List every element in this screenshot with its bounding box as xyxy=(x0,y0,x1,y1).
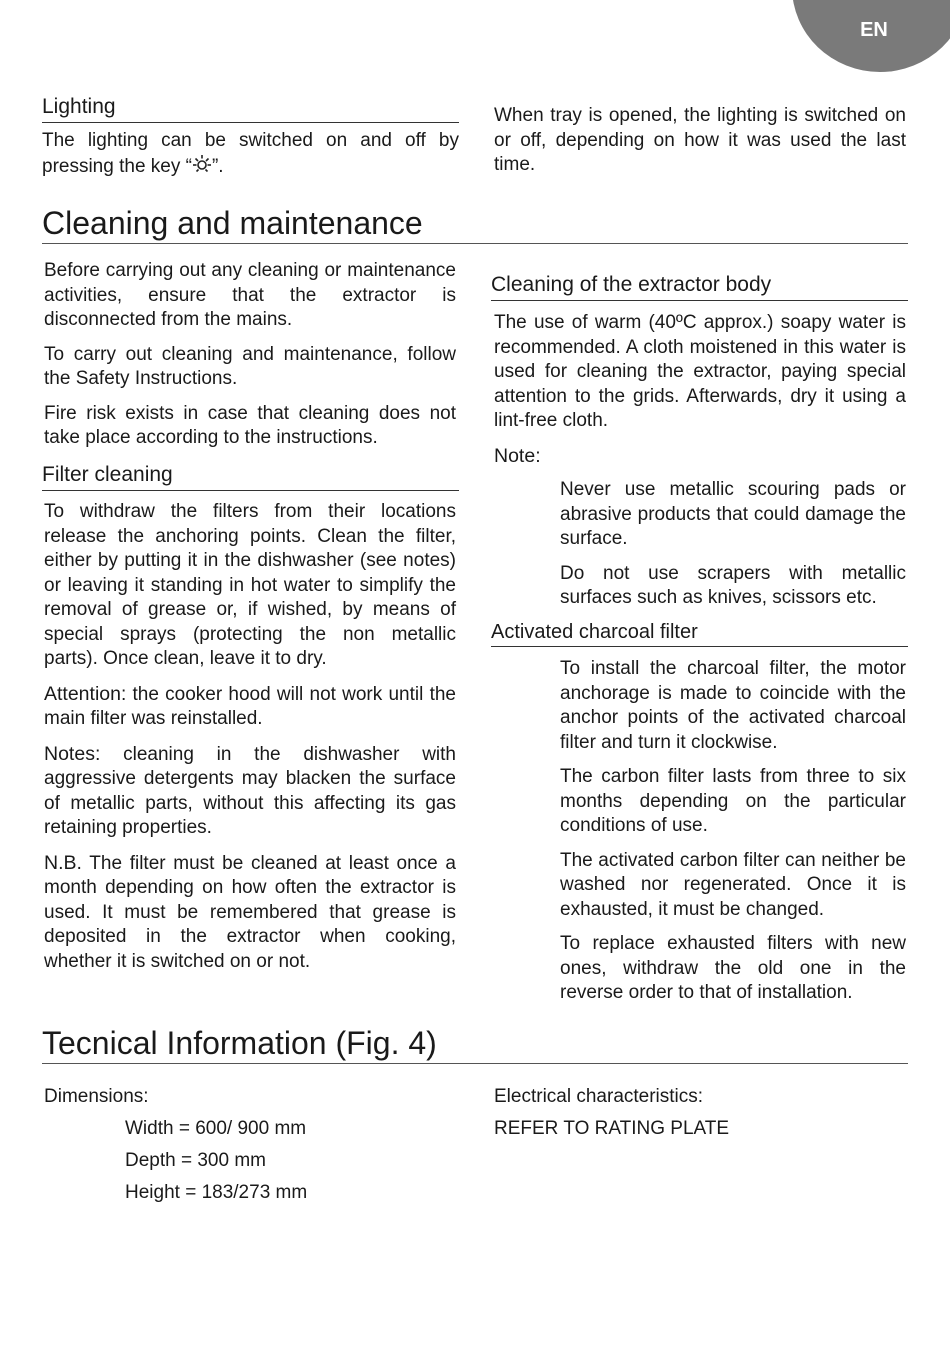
nb-text: The filter must be cleaned at least once a month depending on how often the extractor is used. It must be remembered that grease is deposited in the extractor when cooking, whether it is switched on or not. xyxy=(44,852,456,972)
dimensions-block xyxy=(44,1085,464,1205)
technical-heading: Tecnical Information (Fig. 4) xyxy=(42,1024,908,1064)
extractor-body-section xyxy=(491,272,908,621)
charcoal-paragraph-4: To replace exhausted filters with new ones, withdraw the old one in the reverse order to that of installation. xyxy=(560,933,906,1003)
lighting-tray-text: When tray is opened, the lighting is switched on or off, depending on how it was used the last time. xyxy=(494,105,906,175)
nb-paragraph xyxy=(44,851,456,975)
charcoal-filter-heading: Activated charcoal filter xyxy=(491,620,908,647)
dimensions-label: Dimensions: xyxy=(44,1086,149,1107)
charcoal-filter-section xyxy=(491,620,908,1016)
extractor-body-heading: Cleaning of the extractor body xyxy=(491,272,908,301)
cleaning-left-column xyxy=(44,259,456,461)
extractor-body-text: The use of warm (40ºC approx.) soapy water is recommended. A cloth moistened in this water is used for cleaning the extractor, paying special attention to the grids. Afterwards, dry it using a lint-free cloth. xyxy=(494,312,906,431)
sun-icon xyxy=(192,154,212,174)
charcoal-paragraph-1: To install the charcoal filter, the motor anchorage is made to coincide with the anchor points of the activated charcoal filter and turn it clockwise. xyxy=(560,658,906,753)
filter-cleaning-heading: Filter cleaning xyxy=(42,462,459,491)
filter-cleaning-text: To withdraw the filters from their locations release the anchoring points. Clean the filter, either by putting it in the dishwasher (see notes) or leaving it standing in hot water to simplify the removal of grease or, if wished, by means of special sprays (protecting the non metallic parts). Once clean, leave it to dry. xyxy=(44,501,456,669)
notes-text: cleaning in the dishwasher with aggressive detergents may blacken the surface of metallic parts, without this affecting its gas retaining properties. xyxy=(44,743,456,838)
cleaning-heading: Cleaning and maintenance xyxy=(42,204,908,244)
electrical-label: Electrical characteristics: xyxy=(494,1086,704,1107)
lighting-text: The lighting can be switched on and off by pressing the key “ ”. xyxy=(42,130,459,177)
electrical-block xyxy=(494,1085,906,1141)
charcoal-paragraph-2: The carbon filter lasts from three to six months depending on the particular conditions of use. xyxy=(560,766,906,836)
dimension-depth: Depth = 300 mm xyxy=(125,1150,266,1171)
attention-label: Attention xyxy=(44,682,121,705)
lighting-section xyxy=(42,94,459,189)
attention-text: : the cooker hood will not work until the main filter was reinstalled. xyxy=(44,683,456,729)
filter-cleaning-section xyxy=(42,462,459,974)
note-heading: Note: xyxy=(494,444,541,467)
cleaning-intro-2: To carry out cleaning and maintenance, follow the Safety Instructions. xyxy=(44,343,456,389)
lighting-tray-text-block xyxy=(494,104,906,178)
dimension-height: Height = 183/273 mm xyxy=(125,1182,308,1203)
lighting-heading: Lighting xyxy=(42,94,459,123)
attention-paragraph xyxy=(44,682,456,732)
charcoal-paragraph-3: The activated carbon filter can neither be washed nor regenerated. Once it is exhausted, it must be changed. xyxy=(560,849,906,920)
notes-paragraph xyxy=(44,742,456,841)
electrical-value: REFER TO RATING PLATE xyxy=(494,1118,730,1139)
notes-label: Notes: xyxy=(44,742,101,765)
nb-label: N.B. xyxy=(44,851,82,874)
language-label: EN xyxy=(860,19,888,41)
note-item-1: Never use metallic scouring pads or abrasive products that could damage the surface. xyxy=(560,479,906,549)
cleaning-intro-1: Before carrying out any cleaning or maintenance activities, ensure that the extractor is disconnected from the mains. xyxy=(44,260,456,330)
cleaning-intro-3: Fire risk exists in case that cleaning does not take place according to the instructions. xyxy=(44,402,456,448)
note-item-2: Do not use scrapers with metallic surfaces such as knives, scissors etc. xyxy=(560,562,906,608)
dimension-width: Width = 600/ 900 mm xyxy=(125,1118,307,1139)
